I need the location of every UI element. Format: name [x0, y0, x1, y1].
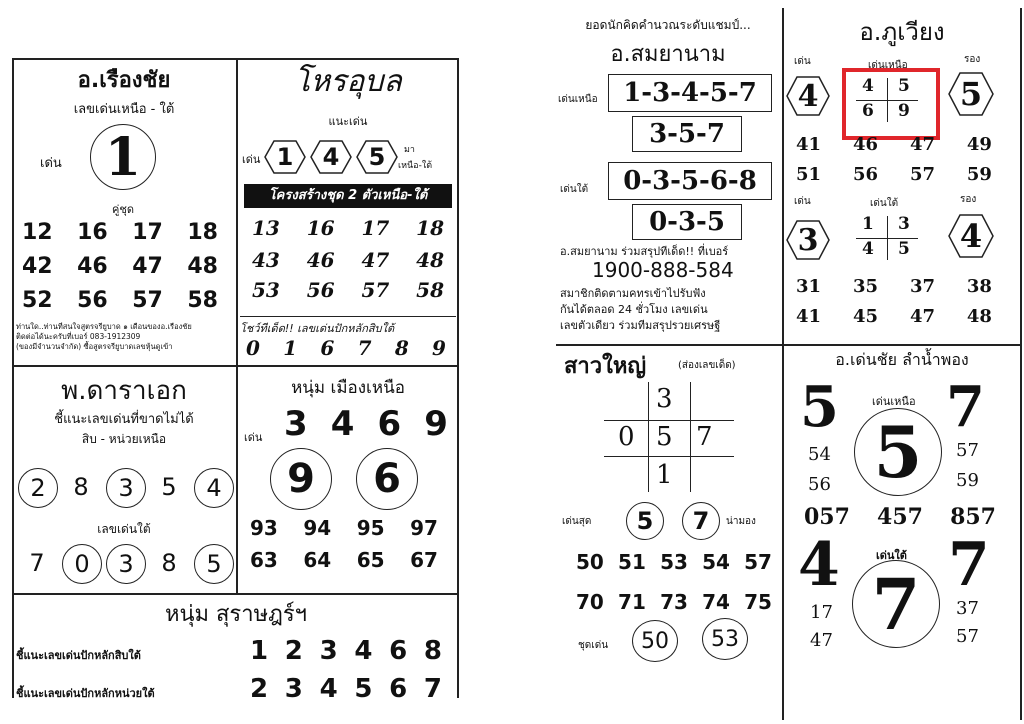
denchai-center-bottom: 7	[871, 562, 921, 646]
dara-south-label: เลขเด่นใต้	[97, 522, 151, 536]
ruang-num: 52	[22, 288, 53, 313]
dara-circled-digit: 3	[106, 468, 146, 508]
frame-mid	[236, 58, 238, 593]
denchai-num: 057	[804, 504, 850, 530]
grid-cell: 1	[862, 214, 874, 234]
nummuang-num: 97	[410, 516, 438, 540]
surat-digit: 6	[389, 636, 408, 666]
surat-row-1	[250, 636, 442, 666]
ruang-den-label: เด่น	[40, 156, 62, 171]
nummuang-title: หนุ่ม เมืองเหนือ	[291, 378, 405, 398]
horaubon-row-1	[252, 216, 444, 240]
surat-digit: 4	[319, 674, 338, 704]
saoyai-densut-1	[626, 502, 664, 540]
ruang-num: 47	[132, 254, 163, 279]
denchai-left-top-2: 56	[808, 474, 831, 495]
horaubon-hex-3	[356, 140, 398, 174]
ruang-note: ท่านใด..ท่านที่สนใจสูตรจรียูบาด ๑ เดือนของอ.เรืองชัย	[16, 322, 192, 331]
saoyai-densut-digit: 5	[636, 507, 654, 535]
saoyai-num: 71	[618, 590, 646, 614]
nummuang-num: 93	[250, 516, 278, 540]
surat-row-2	[250, 674, 442, 704]
saoyai-subtitle: (ส่องเลขเด็ด)	[678, 360, 736, 371]
phuwiang-num: 37	[909, 276, 935, 297]
grid-cell: 3	[898, 214, 910, 234]
ruang-subtitle: เลขเด่นเหนือ - ใต้	[73, 102, 175, 117]
samyanam-promo-line: กันได้ตลอด 24 ชั่วโมง เลขเด่น	[560, 303, 708, 316]
phuwiang-row-2	[796, 164, 992, 185]
surat-digit: 7	[423, 674, 442, 704]
saoyai-chud-2	[702, 618, 748, 660]
phuwiang-row-1	[796, 134, 992, 155]
nummuang-num: 94	[303, 516, 332, 540]
denchai-title: อ.เด่นชัย ลำน้ำพอง	[835, 350, 969, 369]
samyanam-phone: 1900-888-584	[592, 258, 734, 282]
ruang-note: (ของมีจำนวนจำกัด) ซื้อสูตรจรียูบาดเลขหุ้นดูเข้า	[16, 342, 173, 351]
phuwiang-den-label2: เด่น	[794, 196, 811, 207]
saoyai-num: 73	[660, 590, 688, 614]
phuwiang-rong-top-hex	[948, 72, 994, 116]
phuwiang-row-4	[796, 306, 992, 327]
nummuang-big-digit: 9	[287, 456, 315, 502]
phuwiang-rong-label: รอง	[964, 54, 981, 65]
horaubon-digit: 1	[276, 143, 294, 171]
denchai-left-bottom-1: 17	[810, 602, 833, 623]
ruang-num: 18	[187, 220, 218, 245]
surat-digit: 2	[250, 674, 269, 704]
ruang-row-1	[22, 220, 218, 245]
phuwiang-den-label: เด่น	[794, 56, 811, 67]
horaubon-subtitle: แนะเด่น	[328, 115, 368, 128]
samyanam-promo	[560, 286, 782, 334]
ruang-num: 16	[77, 220, 108, 245]
saoyai-chud-1	[632, 620, 678, 662]
denchai-big-left-bottom: 4	[798, 530, 840, 600]
dara-digit: 8	[73, 473, 89, 501]
denchai-big-right-bottom: 7	[948, 530, 990, 600]
dara-circled-digit: 3	[106, 544, 146, 584]
horaubon-fdigit: 7	[357, 336, 372, 360]
saoyai-chud-num: 53	[711, 626, 739, 652]
samyanam-south-big: 0-3-5-6-8	[608, 162, 772, 200]
saoyai-num: 57	[744, 550, 772, 574]
nummuang-digit: 6	[377, 404, 402, 444]
saoyai-num: 70	[576, 590, 604, 614]
ruang-num: 46	[77, 254, 108, 279]
phuwiang-num: 47	[909, 134, 935, 155]
horaubon-num: 47	[361, 248, 390, 272]
ruang-num: 12	[22, 220, 53, 245]
horaubon-fdigit: 1	[283, 336, 298, 360]
grid-cell: 4	[862, 239, 874, 259]
horaubon-side1: มา	[404, 145, 415, 155]
horaubon-fdigit: 6	[320, 336, 335, 360]
phuwiang-row-3	[796, 276, 992, 297]
grid-cell: 6	[862, 101, 874, 121]
saoyai-num: 50	[576, 550, 604, 574]
horaubon-num: 17	[361, 216, 390, 240]
horaubon-digit: 4	[322, 143, 340, 171]
samyanam-south-label: เด่นใต้	[560, 184, 589, 195]
horaubon-fdigit: 8	[394, 336, 409, 360]
horaubon-num: 16	[306, 216, 335, 240]
denchai-center-top-circle	[854, 408, 942, 496]
horaubon-title: โหรอุบล	[294, 64, 402, 99]
samyanam-header: ยอดนักคิดคำนวณระดับแชมป์...	[585, 18, 751, 32]
phuwiang-num: 56	[852, 164, 879, 185]
horaubon-num: 58	[416, 278, 444, 302]
samyanam-south-small: 0-3-5	[632, 204, 742, 240]
phuwiang-num: 59	[966, 164, 992, 185]
horaubon-digit: 5	[368, 143, 386, 171]
cross-vline-2	[690, 382, 691, 492]
saoyai-chud-label: ชุดเด่น	[578, 640, 609, 651]
samyanam-north-big: 1-3-4-5-7	[608, 74, 772, 112]
saoyai-num: 74	[702, 590, 730, 614]
ruang-row-2	[22, 254, 218, 279]
surat-digit: 8	[423, 636, 442, 666]
dara-subtitle2: สิบ - หน่วยเหนือ	[81, 432, 167, 446]
phuwiang-num: 49	[966, 134, 992, 155]
horaubon-row-3	[252, 278, 444, 302]
phuwiang-north-label: เด่นเหนือ	[868, 60, 908, 71]
surat-row2-label: ชี้แนะเลขเด่นปักหลักหน่วยใต้	[16, 687, 155, 700]
denchai-right-top-1: 57	[956, 440, 979, 461]
horaubon-num: 53	[252, 278, 280, 302]
phuwiang-title: อ.ภูเวียง	[859, 18, 945, 46]
surat-digit: 3	[284, 674, 303, 704]
phuwiang-rong-label2: รอง	[960, 194, 977, 205]
horaubon-hex-2	[310, 140, 352, 174]
saoyai-densut-label: เด่นสุด	[562, 516, 592, 527]
surat-row1-label: ชี้แนะเลขเด่นปักหลักสิบใต้	[16, 649, 141, 662]
cross-cell: 1	[656, 460, 673, 490]
phuwiang-rong-top: 5	[959, 75, 983, 113]
cross-cell: 0	[618, 422, 635, 452]
grid-cell: 5	[898, 239, 910, 259]
denchai-big-left-top: 5	[800, 374, 839, 440]
denchai-row-mid	[804, 504, 996, 530]
nummuang-big-1	[270, 448, 332, 510]
horaubon-den-label: เด่น	[242, 153, 261, 166]
dara-digit: 7	[29, 549, 45, 577]
cross-cell: 7	[696, 422, 713, 452]
cross-cell: 5	[656, 422, 673, 452]
horaubon-row-2	[252, 248, 444, 272]
phuwiang-south-label: เด่นใต้	[870, 198, 899, 209]
nummuang-big-digit: 6	[373, 456, 401, 502]
denchai-right-bottom-1: 37	[956, 598, 979, 619]
r-divider	[556, 344, 1022, 346]
samyanam-promo-line: เลขตัวเดียว ร่วมทีมสรุปรวยเศรษฐี	[560, 319, 721, 332]
samyanam-contact: อ.สมยานาม ร่วมสรุปทีเด็ด!! ที่เบอร์	[560, 245, 729, 258]
nummuang-row-1	[250, 516, 438, 540]
grid-cell: 9	[898, 101, 910, 121]
dara-circled-digit: 5	[194, 544, 234, 584]
nummuang-digit: 9	[424, 404, 448, 444]
cross-cell: 3	[656, 384, 673, 414]
dara-circled-digit: 2	[18, 468, 58, 508]
saoyai-densut-digit: 7	[692, 507, 710, 535]
horaubon-num: 57	[361, 278, 390, 302]
divider-1	[12, 365, 458, 367]
samyanam-north-small: 3-5-7	[632, 116, 742, 152]
horaubon-side2: เหนือ-ใต้	[398, 161, 433, 171]
nummuang-digit: 3	[284, 404, 308, 444]
denchai-south-label: เด่นใต้	[876, 549, 907, 562]
ruang-num: 58	[187, 288, 218, 313]
samyanam-north-label: เด่นเหนือ	[558, 94, 598, 105]
divider-2	[12, 593, 458, 595]
denchai-right-bottom-2: 57	[956, 626, 979, 647]
ruang-den-value: 1	[104, 126, 142, 188]
phuwiang-den-top: 4	[797, 78, 819, 114]
dara-digit: 8	[161, 549, 177, 577]
nummuang-digits	[284, 404, 448, 444]
horaubon-banner: โครงสร้างชุด 2 ตัวเหนือ-ใต้	[244, 184, 452, 208]
ruang-num: 17	[132, 220, 163, 245]
phuwiang-num: 41	[796, 134, 822, 155]
phuwiang-num: 38	[966, 276, 992, 297]
ruang-num: 48	[187, 254, 218, 279]
nummuang-den-label: เด่น	[244, 431, 263, 444]
r-frame-right	[1020, 8, 1022, 720]
saoyai-num: 51	[618, 550, 646, 574]
ruang-num: 56	[77, 288, 108, 313]
grid-cell: 4	[862, 76, 874, 96]
phuwiang-num: 47	[909, 306, 935, 327]
surat-digit: 6	[389, 674, 408, 704]
dara-circled-digit: 0	[62, 544, 102, 584]
horaubon-num: 48	[416, 248, 444, 272]
phuwiang-den-bottom-hex	[786, 220, 830, 260]
phuwiang-rong-bottom-hex	[948, 214, 994, 258]
cross-vline-1	[648, 382, 649, 492]
samyanam-title: อ.สมยานาม	[610, 42, 726, 67]
phuwiang-grid-top	[852, 76, 922, 124]
horaubon-fdigit: 9	[432, 336, 446, 360]
horaubon-fdigit: 0	[246, 336, 260, 360]
nummuang-num: 65	[356, 548, 385, 572]
surat-digit: 4	[354, 636, 373, 666]
horaubon-num: 46	[306, 248, 335, 272]
horaubon-num: 18	[416, 216, 444, 240]
surat-digit: 3	[319, 636, 338, 666]
phuwiang-den-bottom: 3	[797, 222, 819, 258]
samyanam-promo-line: สมาชิกติดตามคทรเข้าไปรับฟัง	[560, 287, 706, 300]
horaubon-hex-1	[264, 140, 306, 174]
nummuang-row-2	[250, 548, 438, 572]
saoyai-cross	[604, 382, 734, 492]
denchai-center-top: 5	[873, 410, 923, 494]
phuwiang-num: 31	[796, 276, 822, 297]
nummuang-num: 63	[250, 548, 278, 572]
saoyai-num: 75	[744, 590, 772, 614]
nummuang-num: 64	[303, 548, 332, 572]
saoyai-namong: น่ามอง	[726, 516, 756, 527]
dara-circled-digit: 4	[194, 468, 234, 508]
ruang-den-circle	[90, 124, 156, 190]
grid-cell: 5	[898, 76, 910, 96]
saoyai-densut-2	[682, 502, 720, 540]
nummuang-num: 95	[356, 516, 385, 540]
saoyai-chud-num: 50	[641, 628, 669, 654]
surat-digit: 1	[250, 636, 269, 666]
saoyai-row-1	[576, 550, 772, 574]
surat-digit: 2	[284, 636, 303, 666]
dara-digit: 5	[161, 473, 177, 501]
phuwiang-num: 48	[966, 306, 992, 327]
ruang-pair-label: คู่ชุด	[112, 203, 134, 216]
saoyai-title: สาวใหญ่	[564, 354, 647, 379]
ruang-num: 42	[22, 254, 53, 279]
saoyai-num: 53	[660, 550, 688, 574]
left-page	[0, 40, 470, 724]
phuwiang-num: 35	[852, 276, 879, 297]
phuwiang-num: 51	[796, 164, 822, 185]
phuwiang-num: 41	[796, 306, 822, 327]
phuwiang-num: 46	[852, 134, 879, 155]
nummuang-num: 67	[410, 548, 438, 572]
horaubon-footer: โชว์ทีเด็ด!! เลขเด่นปักหลักสิบใต้	[240, 316, 456, 337]
phuwiang-grid-bottom	[852, 214, 922, 262]
denchai-left-top-1: 54	[808, 444, 831, 465]
horaubon-num: 43	[252, 248, 280, 272]
ruang-notes	[16, 322, 234, 352]
denchai-center-bottom-circle	[852, 560, 940, 648]
ruang-note: ติดต่อได้นะครับที่เบอร์ 083-1912309	[16, 332, 141, 341]
denchai-right-top-2: 59	[956, 470, 979, 491]
phuwiang-num: 57	[909, 164, 935, 185]
denchai-left-bottom-2: 47	[810, 630, 833, 651]
right-page	[556, 8, 1024, 724]
ruang-num: 57	[132, 288, 163, 313]
surat-title: หนุ่ม สุราษฎร์ฯ	[164, 602, 308, 627]
cross-hline-2	[604, 456, 734, 457]
saoyai-row-2	[576, 590, 772, 614]
horaubon-num: 13	[252, 216, 280, 240]
nummuang-big-2	[356, 448, 418, 510]
horaubon-num: 56	[306, 278, 335, 302]
denchai-big-right-top: 7	[946, 374, 985, 440]
phuwiang-num: 45	[852, 306, 879, 327]
nummuang-digit: 4	[330, 404, 355, 444]
dara-title: พ.ดาราเอก	[61, 376, 187, 406]
phuwiang-rong-bottom: 4	[959, 217, 983, 255]
ruang-row-3	[22, 288, 218, 313]
horaubon-footer-digits	[246, 336, 446, 360]
dara-subtitle1: ชี้แนะเลขเด่นที่ขาดไม่ได้	[54, 412, 194, 427]
ruang-title: อ.เรืองชัย	[77, 68, 171, 93]
surat-digit: 5	[354, 674, 373, 704]
denchai-num: 857	[950, 504, 996, 530]
phuwiang-den-top-hex	[786, 76, 830, 116]
denchai-north-label: เด่นเหนือ	[872, 395, 916, 408]
denchai-num: 457	[877, 504, 923, 530]
saoyai-num: 54	[702, 550, 730, 574]
